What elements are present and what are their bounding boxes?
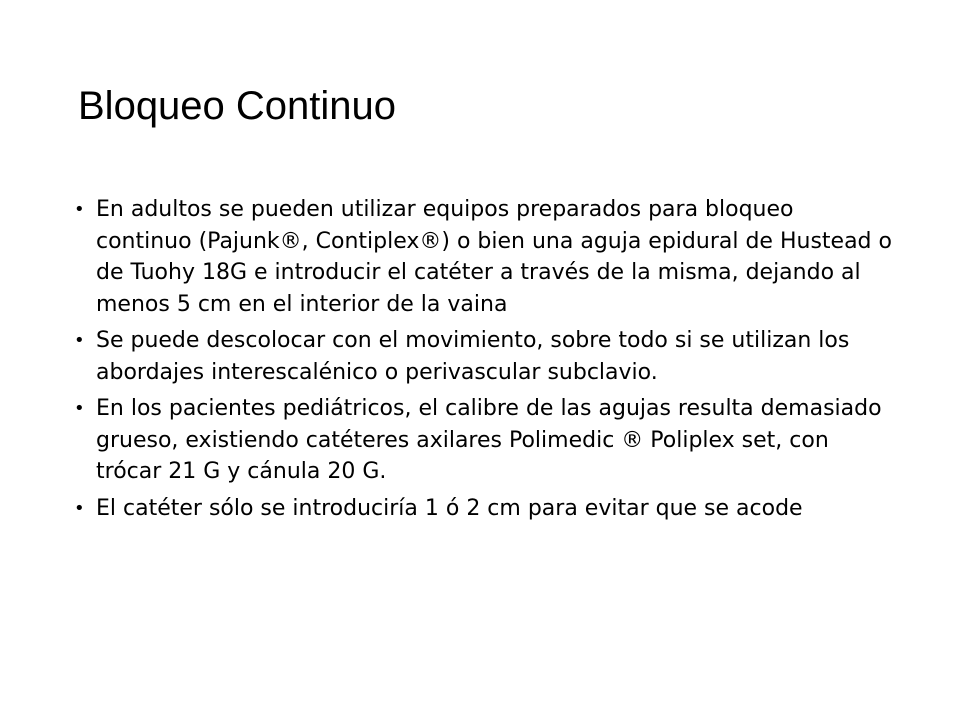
bullet-dot-icon: • <box>74 497 85 519</box>
bullet-dot-icon: • <box>74 199 85 220</box>
bullet-text: El catéter sólo se introduciría 1 ó 2 cm para evitar que se acode <box>96 495 803 521</box>
bullet-text: Se puede descolocar con el movimiento, sobre todo si se utilizan los abordajes interescalénico o perivascular subclavio. <box>96 328 850 385</box>
bullet-text: En los pacientes pediátricos, el calibre de las agujas resulta demasiado grueso, existiendo catéteres axilares Polimedic ® Poliplex set, con trócar 21 G y cánula 20 G. <box>96 396 882 484</box>
bullet-item-1 <box>74 194 894 320</box>
bullet-item-4 <box>74 493 894 525</box>
bullet-dot-icon: • <box>74 330 85 351</box>
bullet-text: En adultos se pueden utilizar equipos preparados para bloqueo continuo (Pajunk®, Contiplex®) o bien una aguja epidural de Hustead o de Tuohy 18G e introducir el catéter a través de la misma, dejando al menos 5 cm en el interior de la vaina <box>96 197 892 317</box>
slide-title: Bloqueo Continuo <box>78 84 397 128</box>
bullet-dot-icon: • <box>74 398 85 419</box>
bullet-item-3 <box>74 393 894 488</box>
bullet-list <box>74 194 894 529</box>
bullet-item-2 <box>74 325 894 388</box>
